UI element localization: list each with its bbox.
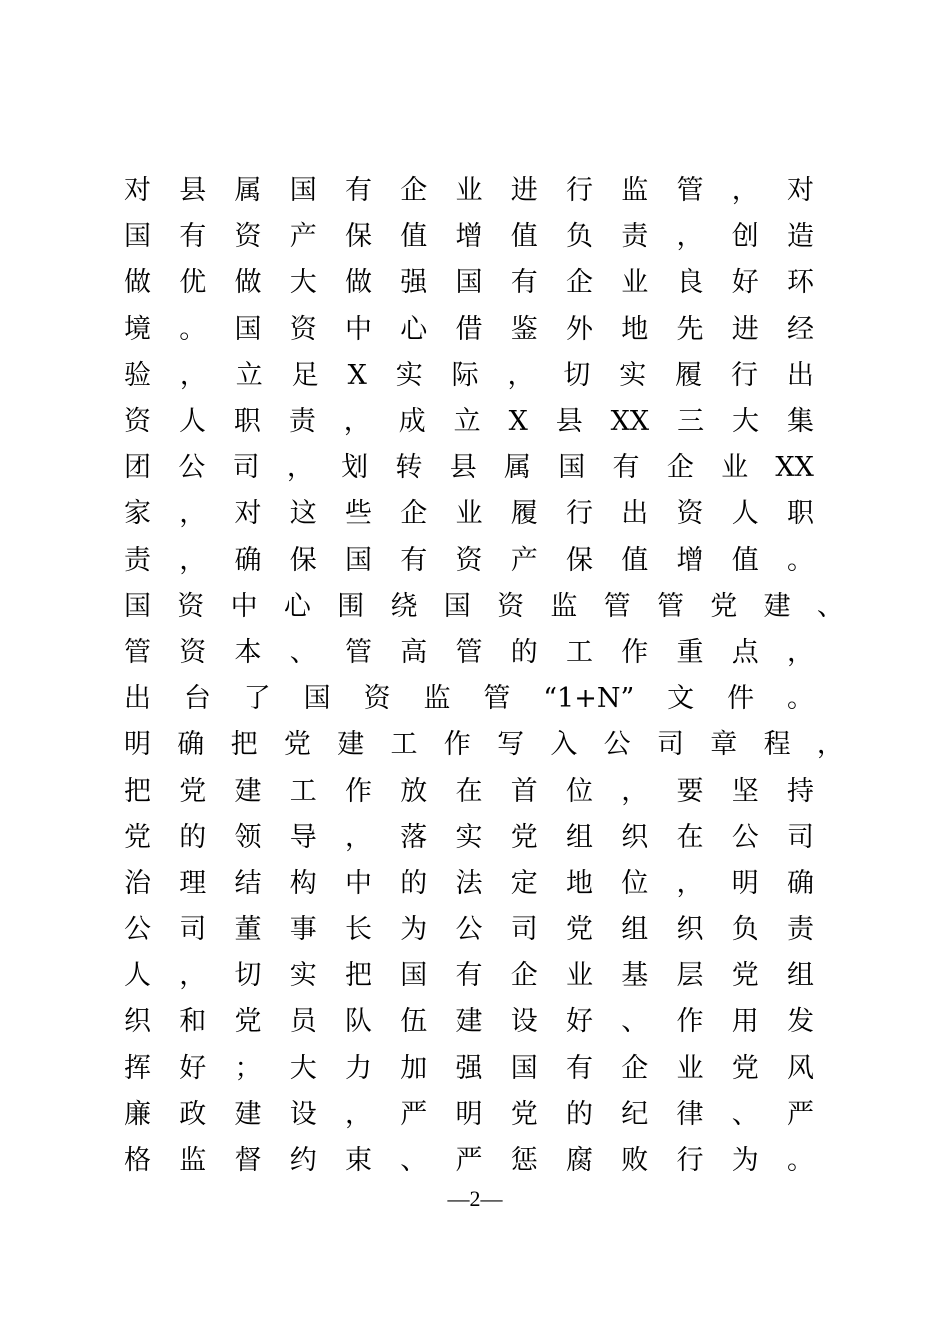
text-line: 责 ， 确 保 国 有 资 产 保 值 增 值 。 (124, 544, 814, 576)
text-line: 挥 好 ； 大 力 加 强 国 有 企 业 党 风 (124, 1052, 814, 1084)
text-line: 境 。 国 资 中 心 借 鉴 外 地 先 进 经 (124, 313, 814, 345)
text-line: 把 党 建 工 作 放 在 首 位 ， 要 坚 持 (124, 775, 814, 807)
text-line: 治 理 结 构 中 的 法 定 地 位 ， 明 确 (124, 867, 814, 899)
text-line: 资 人 职 责 ， 成 立 X 县 XX 三 大 集 (124, 406, 814, 438)
text-line: 国 资 中 心 围 绕 国 资 监 管 管 党 建 、 (124, 590, 844, 622)
text-line: 管 资 本 、 管 高 管 的 工 作 重 点 ， (124, 636, 814, 668)
text-line: 公 司 董 事 长 为 公 司 党 组 织 负 责 (124, 914, 814, 946)
text-line: 做 优 做 大 做 强 国 有 企 业 良 好 环 (124, 267, 814, 299)
text-line: 国 有 资 产 保 值 增 值 负 责 ， 创 造 (124, 221, 814, 253)
text-line: 团 公 司 ， 划 转 县 属 国 有 企 业 XX (124, 452, 814, 484)
text-line: 廉 政 建 设 ， 严 明 党 的 纪 律 、 严 (124, 1098, 814, 1130)
text-line: 人 ， 切 实 把 国 有 企 业 基 层 党 组 (124, 960, 814, 992)
text-line: 家 ， 对 这 些 企 业 履 行 出 资 人 职 (124, 498, 814, 530)
text-line: 验 ， 立 足 X 实 际 ， 切 实 履 行 出 (124, 359, 814, 391)
body-text (124, 168, 844, 1184)
text-line: 出 台 了 国 资 监 管 “1+N” 文 件 。 (124, 683, 814, 715)
text-line: 对 县 属 国 有 企 业 进 行 监 管 ， 对 (124, 175, 814, 207)
page-number: —2— (447, 1186, 503, 1211)
text-line: 格 监 督 约 束 、 严 惩 腐 败 行 为 。 (124, 1145, 814, 1177)
text-line: 党 的 领 导 ， 落 实 党 组 织 在 公 司 (124, 821, 814, 853)
text-line: 明 确 把 党 建 工 作 写 入 公 司 章 程 ， (124, 729, 844, 761)
text-line: 织 和 党 员 队 伍 建 设 好 、 作 用 发 (124, 1006, 814, 1038)
